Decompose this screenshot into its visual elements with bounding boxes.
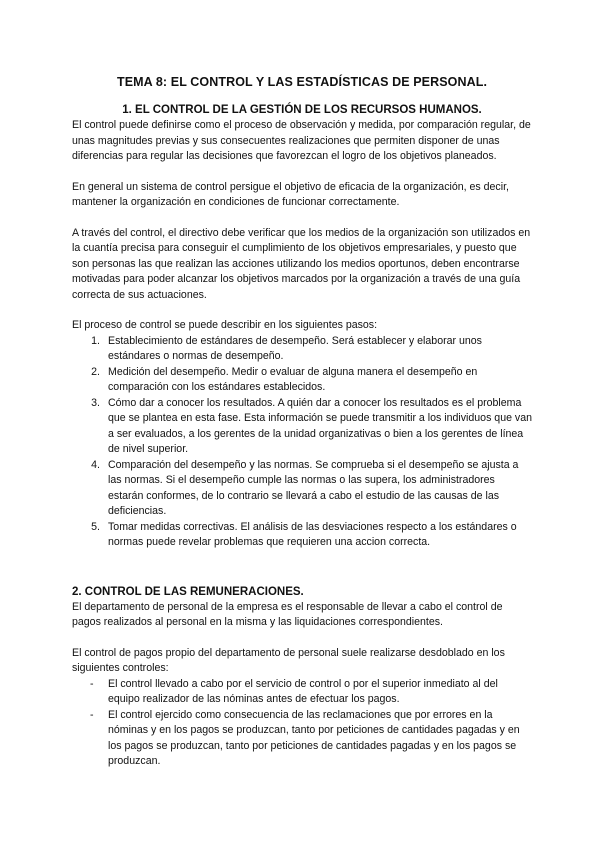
list-item <box>72 708 532 770</box>
dash-bullet: - <box>90 677 94 690</box>
list-item <box>72 520 532 551</box>
paragraph: El control de pagos propio del departamento de personal suele realizarse desdoblado en los siguientes controles: <box>72 646 505 674</box>
list-item-text: Establecimiento de estándares de desempeño. Será establecer y elaborar unos estándares o normas de desempeño. <box>108 334 482 362</box>
list-number: 5. <box>91 520 100 533</box>
dash-bullet: - <box>90 708 94 721</box>
list-item-text: Comparación del desempeño y las normas. Se comprueba si el desempeño se ajusta a las normas. Si el desempeño cumple las normas o las supera, los administradores estarán conformes, de lo contrario se llevará a cabo el estudio de las causas de las deficiencias. <box>108 458 519 517</box>
control-steps-list <box>72 334 532 551</box>
list-item-text: Tomar medidas correctivas. El análisis de las desviaciones respecto a los estándares o normas puede revelar problemas que requieren una accion correcta. <box>108 520 517 548</box>
paragraph: El proceso de control se puede describir en los siguientes pasos: <box>72 319 378 331</box>
list-item <box>72 458 532 520</box>
section-spacer <box>72 566 532 584</box>
list-item-text: El control ejercido como consecuencia de las reclamaciones que por errores en la nóminas y en los pagos se produzcan, tanto por peticiones de cantidades pagadas y en los pagos se produzcan, tanto por peticiones de cantidades pagadas y en los pagos se produzcan. <box>108 708 520 767</box>
list-number: 2. <box>91 365 100 378</box>
list-number: 3. <box>91 396 100 409</box>
controls-list <box>72 677 532 770</box>
paragraph: En general un sistema de control persigue el objetivo de eficacia de la organización, es decir, mantener la organización en condiciones de funcionar correctamente. <box>72 180 509 208</box>
list-item-text: Medición del desempeño. Medir o evaluar de alguna manera el desempeño en comparación con los estándares establecidos. <box>108 365 478 393</box>
section-control-remuneraciones <box>72 584 532 770</box>
section-control-gestion <box>72 102 532 551</box>
document-title: TEMA 8: EL CONTROL Y LAS ESTADÍSTICAS DE PERSONAL. <box>116 75 488 89</box>
list-item <box>72 396 532 458</box>
list-item-text: Cómo dar a conocer los resultados. A quién dar a conocer los resultados es el problema que se plantea en esta fase. Esta información se puede transmitir a los individuos que van a ser evaluados, a los gerentes de la unidad organizativas o bien a los gerentes de línea de nivel superior. <box>108 396 533 455</box>
list-item <box>72 365 532 396</box>
list-number: 1. <box>91 334 100 347</box>
paragraph: El departamento de personal de la empresa es el responsable de llevar a cabo el control de pagos realizados al personal en la misma y las liquidaciones correspondientes. <box>72 600 503 628</box>
document-page <box>72 74 532 770</box>
paragraph: El control puede definirse como el proceso de observación y medida, por comparación regular, de unas magnitudes previas y sus consecuentes realizaciones que permiten disponer de unas diferencias para regular las decisiones que favorezcan el logro de los objetivos planeados. <box>72 119 531 162</box>
section-2-heading: 2. CONTROL DE LAS REMUNERACIONES. <box>72 585 304 598</box>
section-1-heading: 1. EL CONTROL DE LA GESTIÓN DE LOS RECURSOS HUMANOS. <box>122 104 482 116</box>
list-item-text: El control llevado a cabo por el servicio de control o por el superior inmediato al del equipo realizador de las nóminas antes de efectuar los pagos. <box>108 677 498 705</box>
list-item <box>72 677 532 708</box>
list-number: 4. <box>91 458 100 471</box>
list-item <box>72 334 532 365</box>
paragraph: A través del control, el directivo debe verificar que los medios de la organización son utilizados en la cuantía precisa para conseguir el cumplimiento de los objetivos empresariales, y puesto que son personas las que realizan las acciones utilizando los medios oportunos, deben encontrarse motivadas para poder alcanzar los objetivos marcados por la organización a través de una guía correcta de sus actuaciones. <box>72 226 531 301</box>
